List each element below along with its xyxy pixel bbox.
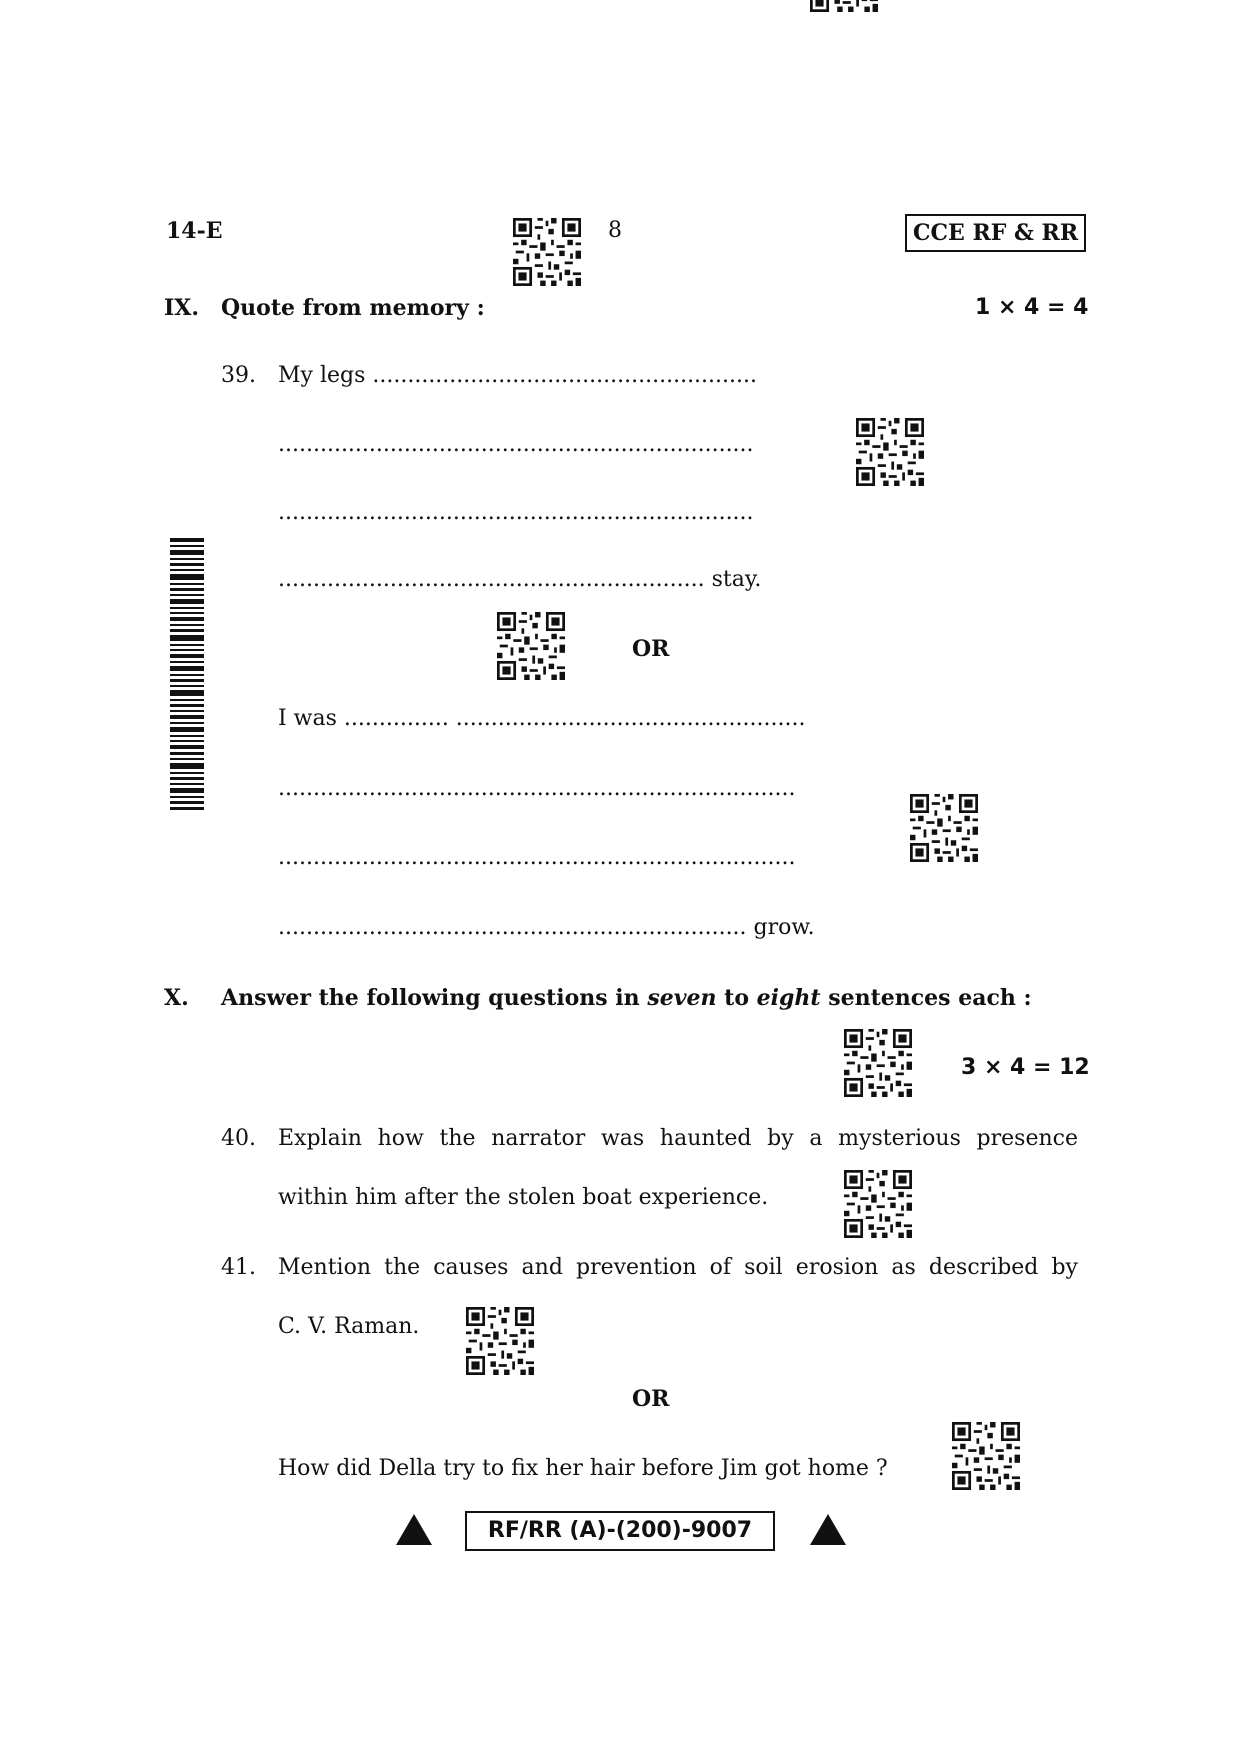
series-box: CCE RF & RR [905,214,1086,252]
quote-line: I was ............... .................................................. [278,706,806,731]
qr-code-icon [844,1029,912,1097]
section-ix-numeral: IX. [164,295,200,321]
section-x-marks: 3 × 4 = 12 [961,1055,1090,1080]
page-code: 14-E [166,218,223,244]
qr-code-icon [497,612,565,680]
question-text: How did Della try to fix her hair before Jim got home ? [278,1456,888,1481]
question-number: 40. [221,1126,256,1151]
triangle-icon [396,1514,432,1545]
quote-line: .................................................................... [278,432,754,457]
barcode-icon [170,538,204,810]
qr-code-icon [856,418,924,486]
qr-code-icon [952,1422,1020,1490]
section-x-numeral: X. [164,985,189,1011]
qr-code-icon [910,794,978,862]
quote-line: ................................................................... grow. [278,915,815,940]
or-label: OR [632,1386,670,1412]
triangle-icon [810,1514,846,1545]
qr-code-icon [466,1307,534,1375]
question-number: 41. [221,1255,256,1280]
quote-line: .......................................................................... [278,845,796,870]
qr-code-icon [513,218,581,286]
page-number: 8 [608,218,622,243]
quote-line: My legs ....................................................... [278,363,757,388]
section-ix-title: Quote from memory : [221,295,485,321]
qr-code-icon [844,1170,912,1238]
question-number: 39. [221,363,256,388]
question-text: Mention the causes and prevention of soil erosion as described by [278,1255,1078,1280]
or-label: OR [632,636,670,662]
section-x-title: Answer the following questions in seven to eight sentences each : [221,985,1032,1011]
qr-code-icon [810,0,878,12]
question-text: Explain how the narrator was haunted by a mysterious presence [278,1126,1078,1151]
question-text: C. V. Raman. [278,1314,420,1339]
footer-code: RF/RR (A)-(200)-9007 [465,1511,775,1551]
quote-line: .......................................................................... [278,776,796,801]
section-ix-marks: 1 × 4 = 4 [975,295,1089,320]
question-text: within him after the stolen boat experience. [278,1185,769,1210]
quote-line: ............................................................. stay. [278,567,762,592]
quote-line: .................................................................... [278,500,754,525]
